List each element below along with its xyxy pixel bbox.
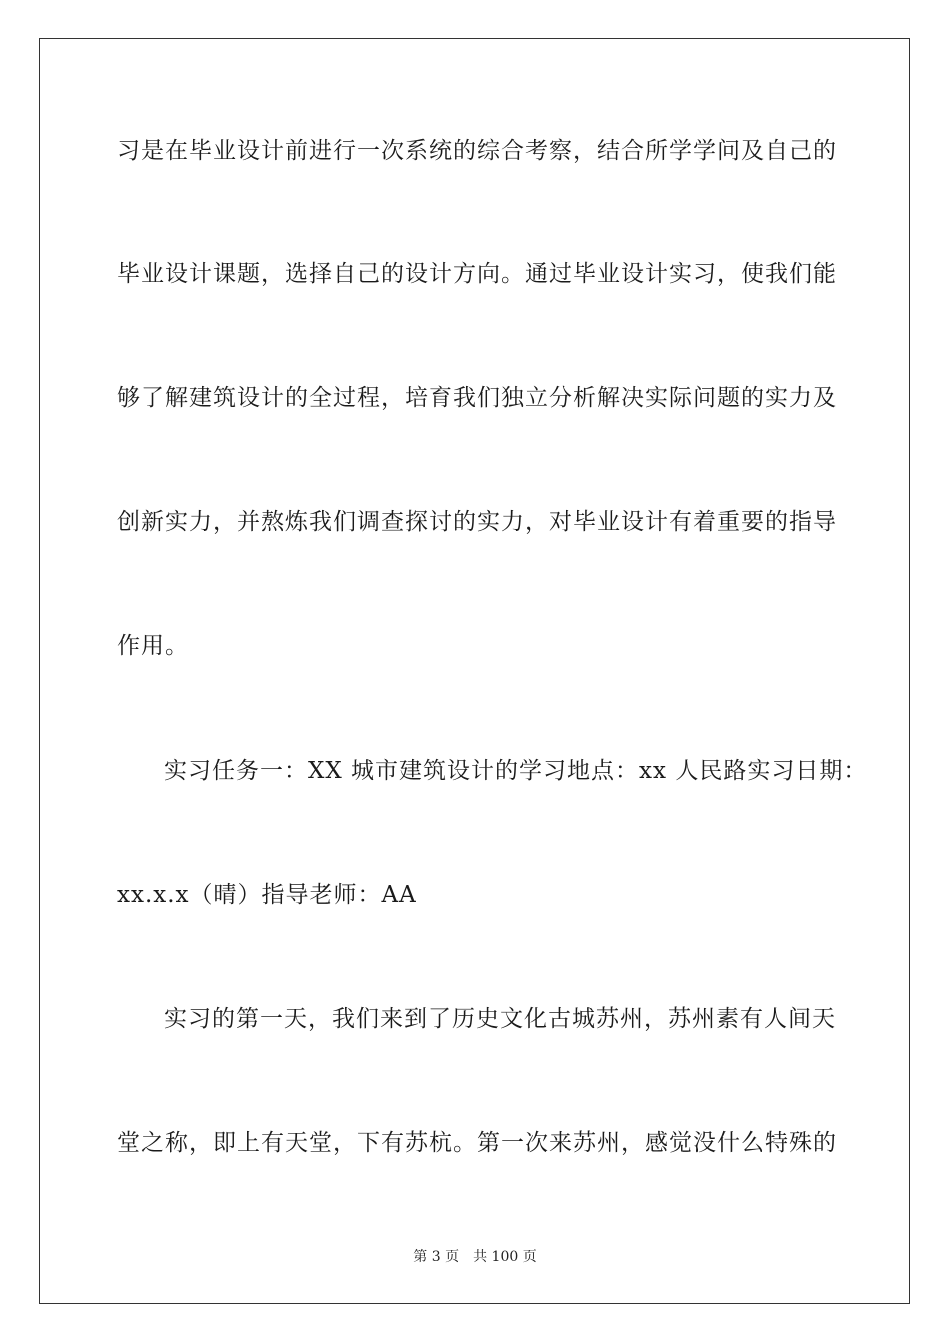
body-text-line: 习是在毕业设计前进行一次系统的综合考察，结合所学学问及自己的 — [117, 138, 837, 164]
body-text-line: xx.x.x（晴）指导老师：AA — [117, 882, 417, 908]
body-text-line: 实习任务一：XX 城市建筑设计的学习地点：xx 人民路实习日期： — [164, 758, 868, 784]
body-text-line: 够了解建筑设计的全过程，培育我们独立分析解决实际问题的实力及 — [117, 385, 837, 411]
body-text-line: 实习的第一天，我们来到了历史文化古城苏州，苏州素有人间天 — [164, 1006, 836, 1032]
body-text-line: 作用。 — [117, 633, 189, 659]
body-text-line: 创新实力，并熬炼我们调查探讨的实力，对毕业设计有着重要的指导 — [117, 509, 837, 535]
body-text-line: 堂之称，即上有天堂，下有苏杭。第一次来苏州，感觉没什么特殊的 — [117, 1130, 837, 1156]
page-frame — [39, 38, 910, 1304]
page-total: 共 100 页 — [473, 1249, 537, 1265]
page-number: 第 3 页 — [413, 1249, 460, 1265]
page-footer — [0, 1247, 950, 1267]
body-text-line: 毕业设计课题，选择自己的设计方向。通过毕业设计实习，使我们能 — [117, 261, 837, 287]
